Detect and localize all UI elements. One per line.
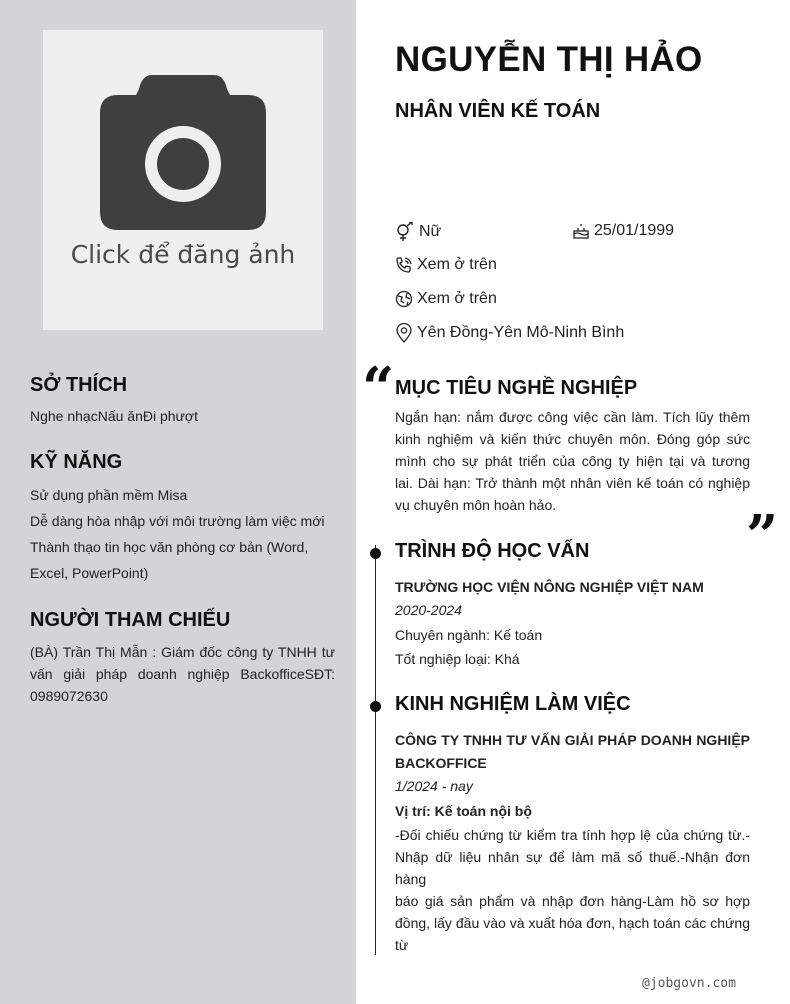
gender-icon: [395, 222, 415, 242]
company-line: BACKOFFICE: [395, 755, 487, 771]
reference-title: NGƯỜI THAM CHIẾU: [30, 609, 231, 631]
company-line: CÔNG TY TNHH TƯ VẤN GIẢI PHÁP DOANH NGHIỆP: [395, 732, 750, 748]
experience-line: từ: [395, 937, 409, 953]
phone-value: Xem ở trên: [417, 256, 497, 273]
reference-line: vấn giải pháp doanh nghiệp BackofficeSĐT:: [30, 666, 335, 682]
reference-line: (BÀ) Trần Thị Mẫn : Giám đốc công ty TNHH tư: [30, 644, 335, 660]
education-major: Chuyên ngành: Kế toán: [395, 627, 543, 643]
experience-line: đồng, lấy đầu vào và xuất hóa đơn, hạch toán các chứng: [395, 915, 750, 931]
photo-upload-label: Click để đăng ảnh: [70, 240, 296, 269]
skill-item: Dễ dàng hòa nhập với môi trường làm việc mới: [30, 513, 325, 529]
experience-description: [395, 824, 750, 956]
birthday-cake-icon: [572, 222, 590, 240]
gender-row: [395, 222, 441, 242]
skill-item: Sử dụng phần mềm Misa: [30, 487, 188, 503]
address-row: [395, 323, 624, 343]
location-pin-icon: [395, 323, 413, 343]
objective-text: [395, 406, 750, 516]
address-value: Yên Đồng-Yên Mô-Ninh Bình: [417, 324, 625, 341]
email-row: [395, 290, 497, 308]
job-title: NHÂN VIÊN KẾ TOÁN: [395, 100, 601, 122]
timeline-dot: [370, 701, 381, 712]
reference-line: 0989072630: [30, 688, 108, 704]
candidate-name: NGUYỄN THỊ HẢO: [395, 40, 703, 79]
objective-line: vụ chuyên môn hoàn hảo.: [395, 497, 557, 513]
company-name: [395, 729, 750, 775]
school-name: TRƯỜNG HỌC VIỆN NÔNG NGHIỆP VIỆT NAM: [395, 579, 704, 595]
phone-row: [395, 256, 497, 274]
footer-watermark: @jobgovn.com: [642, 976, 736, 991]
experience-position: Vị trí: Kế toán nội bộ: [395, 803, 532, 819]
gender-value: Nữ: [419, 223, 442, 240]
objective-line: mình cho sự phát triển của công ty hiện tại và tương: [395, 453, 750, 469]
phone-icon: [395, 256, 413, 274]
photo-upload[interactable]: [43, 30, 323, 330]
open-quote-icon: “: [362, 355, 395, 421]
camera-icon: [100, 75, 266, 230]
experience-line: -Đối chiếu chứng từ kiểm tra tính hợp lệ của chứng từ.-: [395, 827, 750, 843]
objective-line: lai. Dài hạn: Trở thành một nhân viên kế toán có nghiệp: [395, 475, 750, 491]
birthday-value: 25/01/1999: [594, 222, 675, 239]
timeline-dot: [370, 548, 381, 559]
email-value: Xem ở trên: [417, 290, 497, 307]
globe-icon: [395, 290, 413, 308]
hobbies-text: Nghe nhạcNấu ănĐi phượt: [30, 408, 198, 424]
objective-line: kinh nghiệm và kiến thức chuyên môn. Đóng góp sức: [395, 431, 750, 447]
experience-period: 1/2024 - nay: [395, 778, 473, 794]
objective-line: Ngắn hạn: nắm được công việc cần làm. Tích lũy thêm: [395, 409, 750, 425]
skill-item: Thành thạo tin học văn phòng cơ bản (Word,: [30, 539, 309, 555]
experience-line: Nhập dữ liệu nhân sự để làm mã số thuế.-Nhận đơn hàng: [395, 849, 750, 887]
experience-line: báo giá sản phẩm và nhập đơn hàng-Làm hồ sơ hợp: [395, 893, 750, 909]
experience-title: KINH NGHIỆM LÀM VIỆC: [395, 693, 631, 715]
education-title: TRÌNH ĐỘ HỌC VẤN: [395, 540, 590, 562]
skill-item: Excel, PowerPoint): [30, 565, 149, 581]
skills-title: KỸ NĂNG: [30, 451, 123, 473]
education-grade: Tốt nghiệp loại: Khá: [395, 651, 520, 667]
timeline-line: [375, 545, 376, 955]
close-quote-icon: ”: [746, 503, 779, 569]
birthday-row: [572, 222, 674, 240]
education-period: 2020-2024: [395, 602, 462, 618]
objective-title: MỤC TIÊU NGHỀ NGHIỆP: [395, 377, 638, 399]
hobbies-title: SỞ THÍCH: [30, 374, 128, 396]
